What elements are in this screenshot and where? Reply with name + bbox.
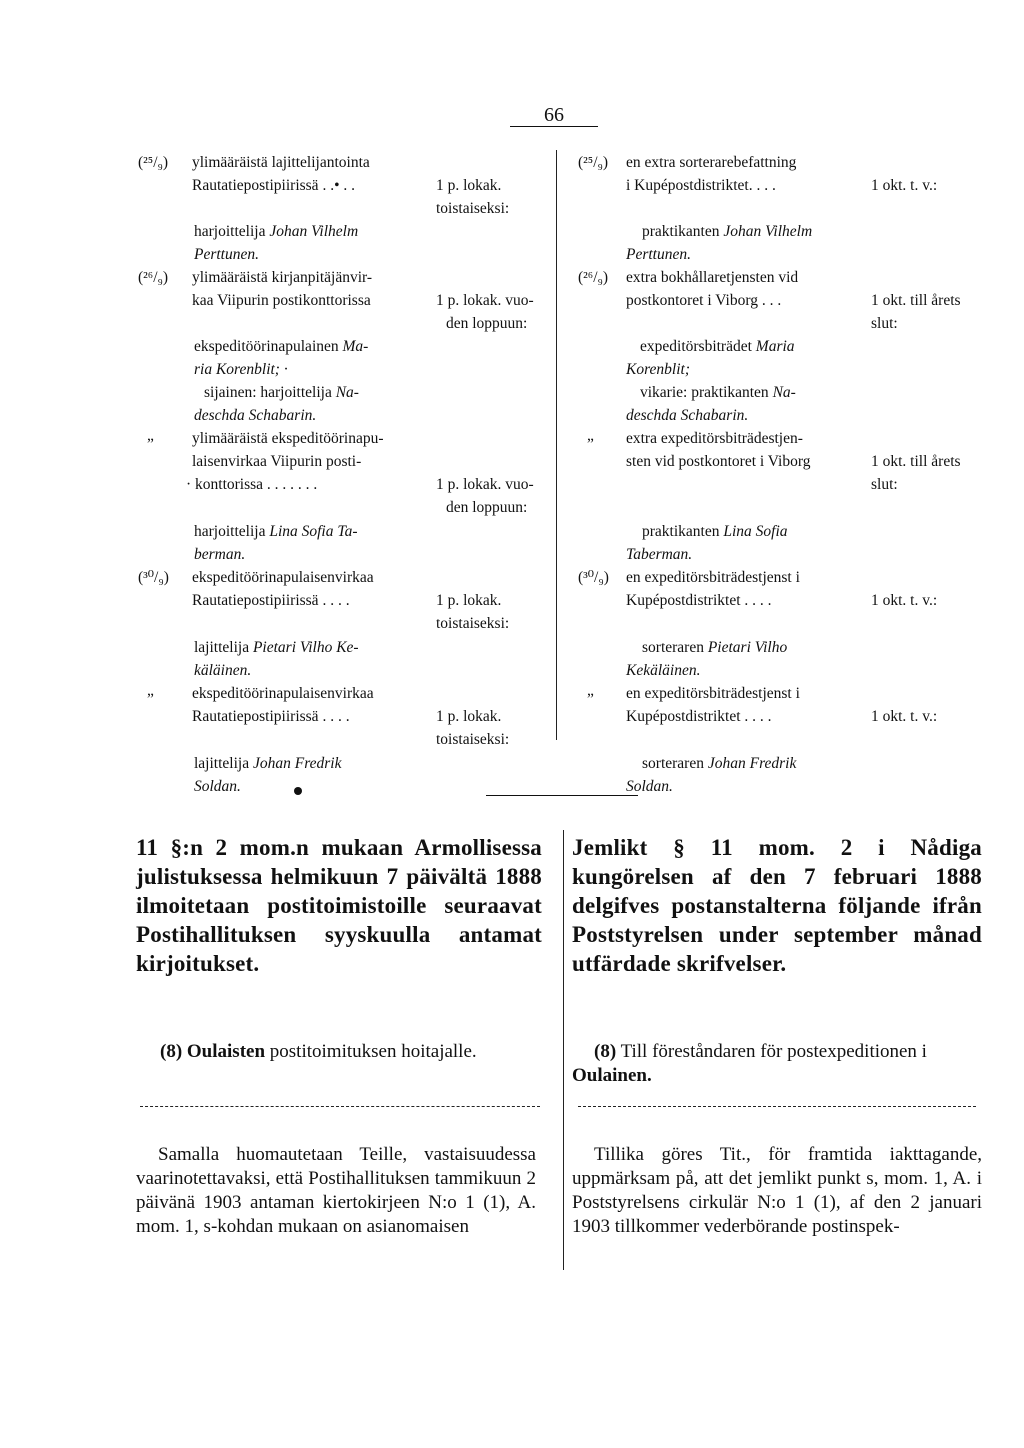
entry-line: laisenvirkaa Viipurin posti- (192, 453, 362, 470)
entry-start: 1 p. lokak. vuo- (436, 292, 534, 309)
entry-start: 1 okt. till årets (871, 453, 961, 470)
separator-dot (294, 787, 302, 795)
entry-date-tag: (²⁵/₉) (138, 154, 169, 171)
entry-date-tag: (²⁵/₉) (578, 154, 609, 171)
entry-start: 1 p. lokak. (436, 177, 502, 194)
entry-line: ekspeditöörinapulaisenvirkaa (192, 685, 374, 702)
entry-line: · konttorissa . . . . . . . (186, 476, 318, 493)
entry-date-tag: „ (587, 427, 594, 444)
entry-line: extra expeditörsbiträdestjen- (626, 430, 803, 447)
appointee: praktikanten Lina Sofia (642, 523, 788, 540)
appointee: praktikanten Johan Vilhelm (642, 223, 813, 240)
body-swedish: Tillika göres Tit., för framtida iakttagande, uppmärksam på, att det jemlikt punkt s, mom. 1, A. i Poststyrelsens cirkulär N:o 1 (1), af den 2 januari 1903 tillkommer vederbörande postinspek- (572, 1144, 982, 1237)
entry-date-tag: „ (587, 682, 594, 699)
appointee: sorteraren Pietari Vilho (642, 639, 788, 656)
dashed-separator (578, 1106, 976, 1107)
heading-swedish: Jemlikt § 11 mom. 2 i Nådiga kungörelsen af den 7 februari 1888 delgifves postanstalterna följande ifrån Poststyrelsen under september månad utfärdade skrifvelser. (572, 835, 982, 976)
entry-line: postkontoret i Viborg . . . (626, 292, 782, 309)
entry-start: 1 okt. t. v.: (871, 592, 938, 609)
entry-line: ekspeditöörinapulaisenvirkaa (192, 569, 374, 586)
page-number: 66 (544, 104, 564, 126)
appointee: lajittelija Johan Fredrik (194, 755, 342, 772)
entry-line: Kupépostdistriktet . . . . (626, 592, 772, 609)
entry-date-tag: (³⁰/₉) (578, 569, 609, 586)
note-swedish: (8) Till föreståndaren för postexpeditionen i Oulainen. (572, 1041, 927, 1086)
entry-term: toistaiseksi: (436, 731, 510, 748)
appointee: käläinen. (194, 662, 252, 679)
appointee: ekspeditöörinapulainen Ma- (194, 338, 369, 355)
appointee: sorteraren Johan Fredrik (642, 755, 797, 772)
entry-date-tag: „ (147, 682, 154, 699)
entry-line: Rautatiepostipiirissä . .• . . (192, 177, 355, 194)
appointee: Kekäläinen. (626, 662, 701, 679)
substitute: sijainen: harjoittelija Na- (204, 384, 359, 401)
appointee: Perttunen. (194, 246, 259, 263)
entry-date-tag: (²⁶/₉) (578, 269, 609, 286)
appointee: harjoittelija Lina Sofia Ta- (194, 523, 358, 540)
appointee: Taberman. (626, 546, 693, 563)
entry-start: 1 okt. t. v.: (871, 708, 938, 725)
dashed-separator (140, 1106, 540, 1107)
entry-line: extra bokhållaretjensten vid (626, 269, 799, 286)
entry-start: 1 p. lokak. vuo- (436, 476, 534, 493)
entry-line: en extra sorterarebefattning (626, 154, 797, 171)
appointee: Perttunen. (626, 246, 691, 263)
appointee: Soldan. (194, 778, 241, 795)
appointee: expeditörsbiträdet Maria (640, 338, 795, 355)
entry-term: toistaiseksi: (436, 615, 510, 632)
entry-term: toistaiseksi: (436, 200, 510, 217)
entry-start: 1 p. lokak. (436, 708, 502, 725)
entry-term: den loppuun: (446, 315, 528, 332)
substitute: vikarie: praktikanten Na- (640, 384, 796, 401)
entry-date-tag: „ (147, 427, 154, 444)
appointee: Soldan. (626, 778, 673, 795)
appointee: Korenblit; (626, 361, 691, 378)
note-finnish: (8) Oulaisten postitoimituksen hoitajalle. (160, 1041, 477, 1062)
entry-line: i Kupépostdistriktet. . . . (626, 177, 776, 194)
entry-start: 1 okt. t. v.: (871, 177, 938, 194)
heading-finnish: 11 §:n 2 mom.n mukaan Armollisessa julistuksessa helmikuun 7 päivältä 1888 ilmoitetaan postitoimistoille seuraavat Postihallituksen syyskuulla antamat kirjoitukset. (136, 835, 542, 976)
substitute: deschda Schabarin. (626, 407, 749, 424)
body-finnish: Samalla huomautetaan Teille, vastaisuudessa vaarinotettavaksi, että Postihallituksen tammikuun 2 päivänä 1903 antaman kiertokirjeen N:o 1 (1), A. mom. 1, s-kohdan mukaan on asianomaisen (136, 1144, 536, 1237)
entry-line: ylimääräistä lajittelijantointa (192, 154, 370, 171)
appointee: lajittelija Pietari Vilho Ke- (194, 639, 359, 656)
entry-line: en expeditörsbiträdestjenst i (626, 685, 800, 702)
separator-rule (486, 795, 638, 796)
entry-term: slut: (871, 476, 898, 493)
appointee: berman. (194, 546, 246, 563)
entry-line: sten vid postkontoret i Viborg (626, 453, 811, 470)
entry-line: ylimääräistä kirjanpitäjänvir- (192, 269, 373, 286)
appointee: ria Korenblit; · (194, 361, 288, 378)
entry-date-tag: (²⁶/₉) (138, 269, 169, 286)
entry-date-tag: (³⁰/₉) (138, 569, 169, 586)
page-number-rule (510, 126, 598, 127)
column-divider (563, 830, 564, 1270)
entry-start: 1 okt. till årets (871, 292, 961, 309)
entry-line: Rautatiepostipiirissä . . . . (192, 592, 350, 609)
substitute: deschda Schabarin. (194, 407, 317, 424)
entry-line: kaa Viipurin postikonttorissa (192, 292, 371, 309)
entry-term: slut: (871, 315, 898, 332)
entry-line: Kupépostdistriktet . . . . (626, 708, 772, 725)
entry-line: Rautatiepostipiirissä . . . . (192, 708, 350, 725)
entry-line: ylimääräistä ekspeditöörinapu- (192, 430, 384, 447)
appointee: harjoittelija Johan Vilhelm (194, 223, 359, 240)
column-divider (556, 150, 557, 740)
entry-line: en expeditörsbiträdestjenst i (626, 569, 800, 586)
entry-start: 1 p. lokak. (436, 592, 502, 609)
entry-term: den loppuun: (446, 499, 528, 516)
